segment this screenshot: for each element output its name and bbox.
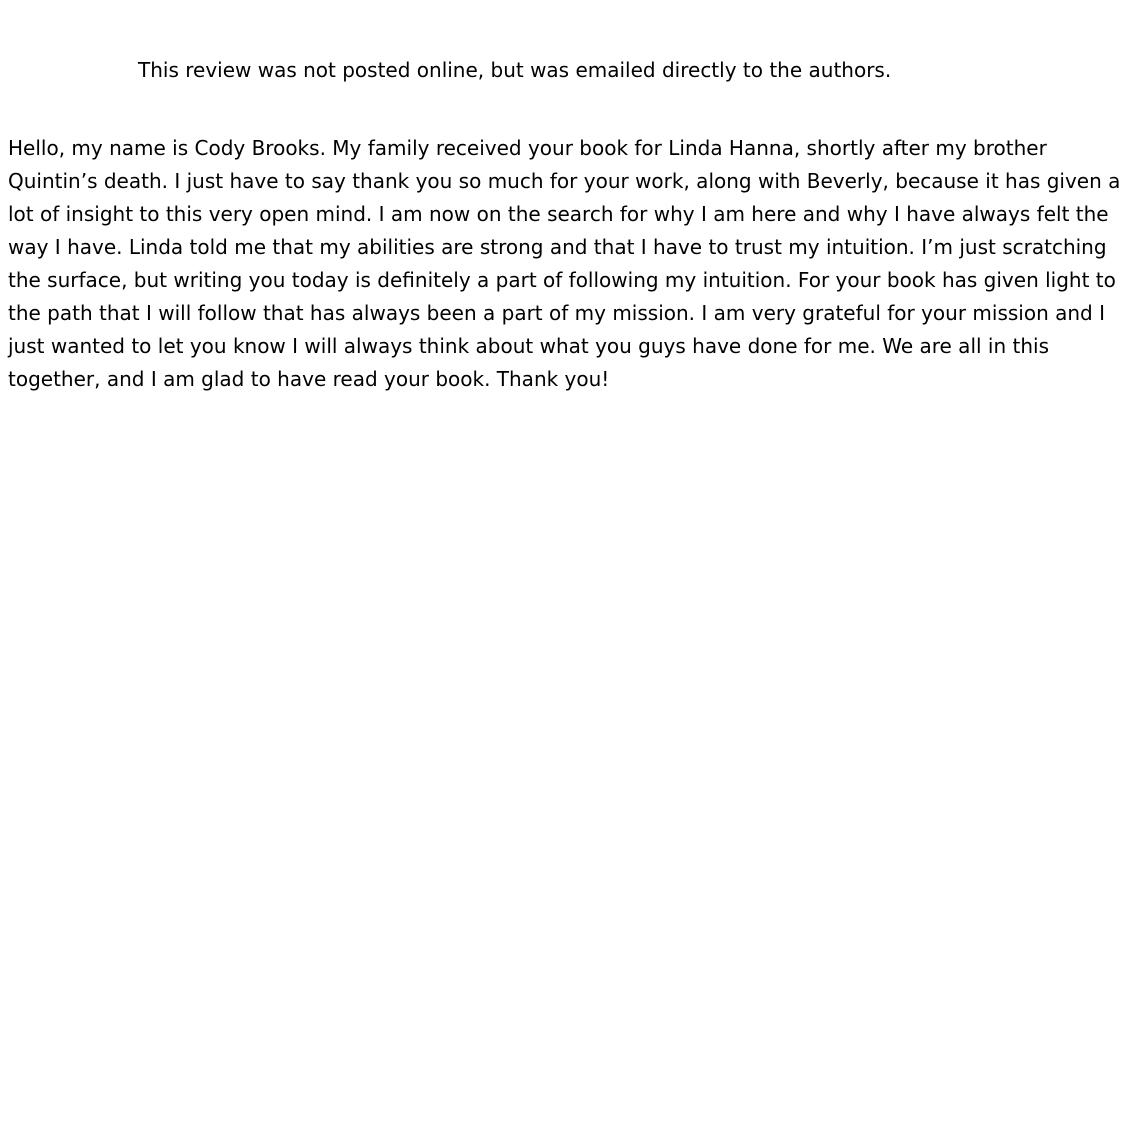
- review-line: way I have. Linda told me that my abilities are strong and that I have to trust my intuition. I’m just scratching: [8, 235, 1107, 259]
- review-line: the path that I will follow that has always been a part of my mission. I am very grateful for your mission and I: [8, 301, 1106, 325]
- review-line: lot of insight to this very open mind. I am now on the search for why I am here and why I have always felt the: [8, 202, 1109, 226]
- review-source-note: This review was not posted online, but was emailed directly to the authors.: [138, 58, 892, 82]
- review-line: Quintin’s death. I just have to say thank you so much for your work, along with Beverly, because it has given a: [8, 169, 1121, 193]
- review-line: the surface, but writing you today is definitely a part of following my intuition. For your book has given light to: [8, 268, 1116, 292]
- review-line: just wanted to let you know I will always think about what you guys have done for me. We are all in this: [8, 334, 1049, 358]
- review-line: Hello, my name is Cody Brooks. My family received your book for Linda Hanna, shortly after my brother: [8, 136, 1047, 160]
- review-line: together, and I am glad to have read your book. Thank you!: [8, 367, 610, 391]
- review-body: [8, 132, 1129, 396]
